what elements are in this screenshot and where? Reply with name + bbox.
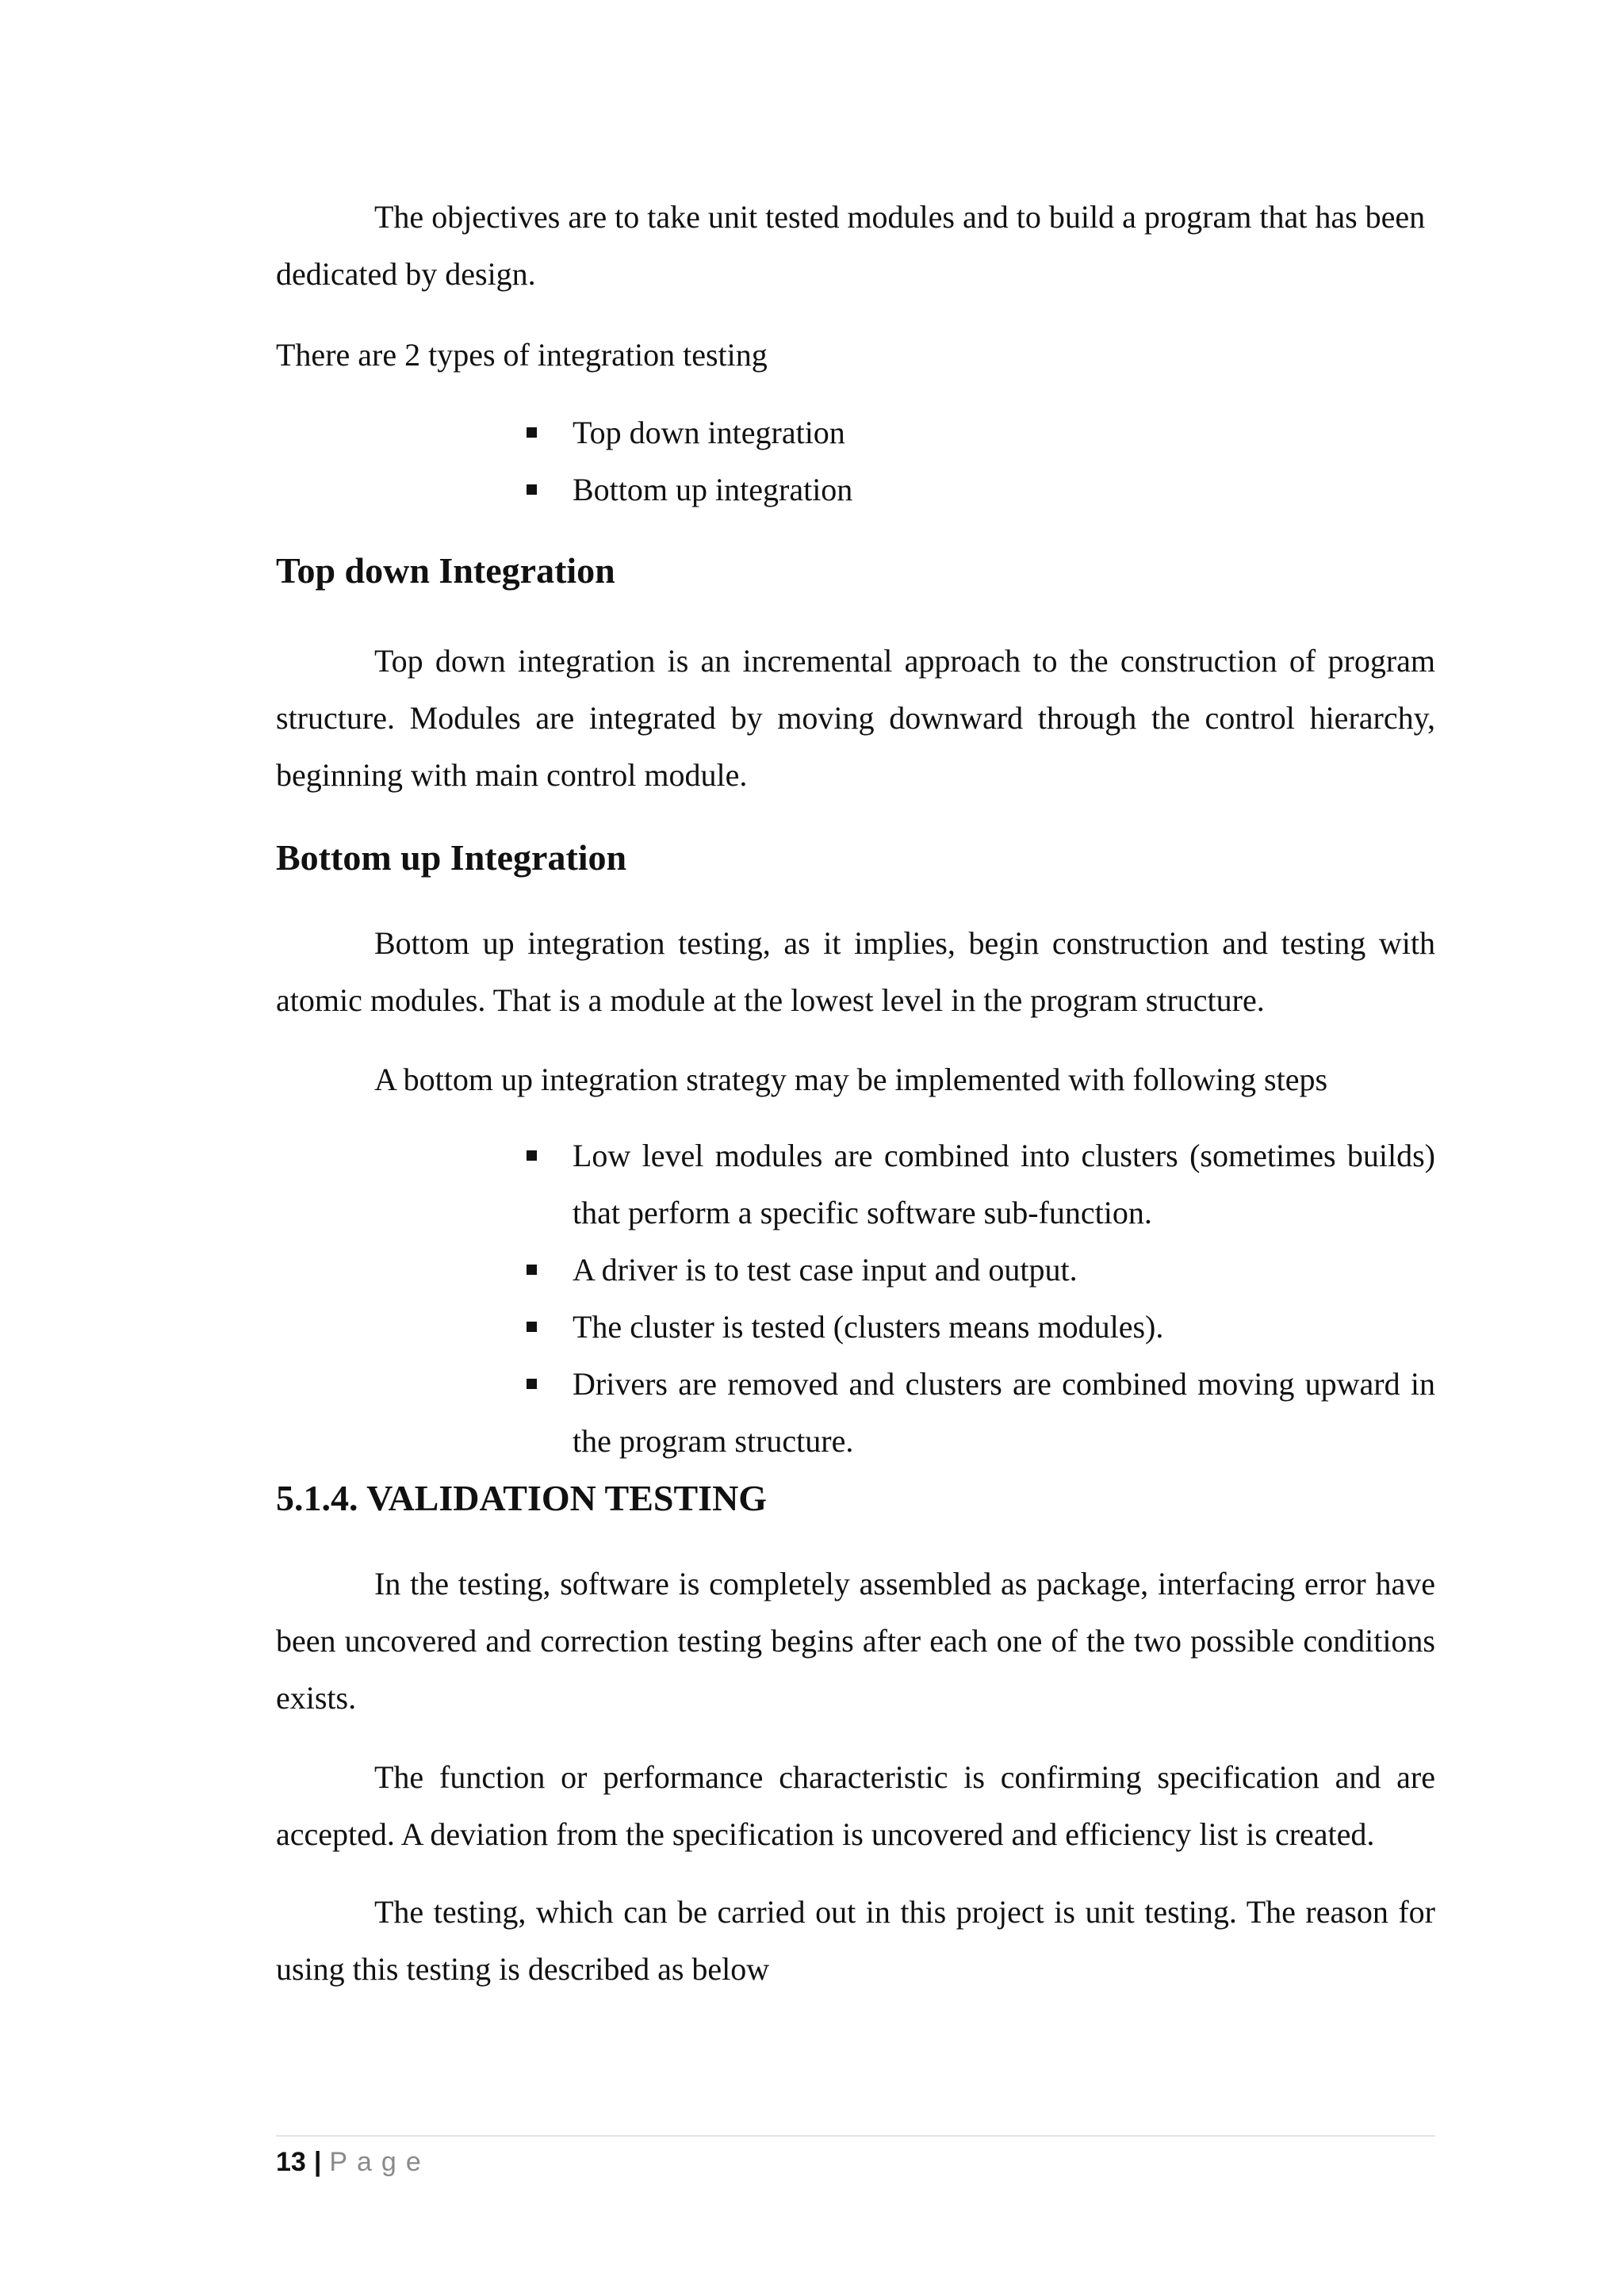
validation-testing-heading: 5.1.4. VALIDATION TESTING xyxy=(276,1478,768,1518)
list-item xyxy=(276,1299,1435,1356)
validation-paragraph-2: The function or performance characteristic is confirming specification and are accepted. A deviation from the specification is uncovered and efficiency list is created. xyxy=(276,1759,1435,1852)
list-item-text: Drivers are removed and clusters are combined moving upward in the program structure. xyxy=(573,1366,1435,1459)
integration-types-paragraph: There are 2 types of integration testing xyxy=(276,337,768,373)
list-item xyxy=(276,1242,1435,1299)
list-item xyxy=(276,1356,1435,1470)
list-item-text: Bottom up integration xyxy=(573,472,853,507)
page-footer xyxy=(276,2145,431,2179)
bottom-up-steps-list xyxy=(276,1127,1435,1470)
list-item xyxy=(276,1127,1435,1242)
validation-paragraph-1: In the testing, software is completely assembled as package, interfacing error have been uncovered and correction testing begins after each one of the two possible conditions exists. xyxy=(276,1566,1435,1716)
bullet-square-icon xyxy=(527,484,537,495)
top-down-heading: Top down Integration xyxy=(276,550,615,591)
list-item-text: Low level modules are combined into clusters (sometimes builds) that perform a specific software sub-function. xyxy=(573,1138,1435,1230)
list-item-text: Top down integration xyxy=(573,415,845,450)
bullet-square-icon xyxy=(527,427,537,438)
validation-paragraph-3: The testing, which can be carried out in this project is unit testing. The reason for using this testing is described as below xyxy=(276,1894,1435,1987)
footer-divider xyxy=(276,2135,1435,2137)
intro-paragraph: The objectives are to take unit tested modules and to build a program that has been dedicated by design. xyxy=(276,199,1426,292)
bullet-square-icon xyxy=(527,1322,537,1332)
list-item xyxy=(276,404,1435,461)
document-page xyxy=(276,0,1435,2296)
top-down-paragraph: Top down integration is an incremental approach to the construction of program structure. Modules are integrated by moving downward through the control hierarchy, beginning with main control module. xyxy=(276,643,1435,793)
bullet-square-icon xyxy=(527,1150,537,1161)
footer-separator: | xyxy=(313,2147,322,2177)
bullet-square-icon xyxy=(527,1265,537,1275)
integration-types-list xyxy=(276,404,1435,519)
list-item xyxy=(276,461,1435,519)
bottom-up-heading: Bottom up Integration xyxy=(276,837,627,878)
list-item-text: A driver is to test case input and output. xyxy=(573,1252,1078,1288)
bottom-up-steps-intro: A bottom up integration strategy may be implemented with following steps xyxy=(374,1062,1328,1097)
list-item-text: The cluster is tested (clusters means modules). xyxy=(573,1309,1164,1345)
page-label: Page xyxy=(329,2147,431,2177)
page-number: 13 xyxy=(276,2147,306,2177)
bottom-up-paragraph: Bottom up integration testing, as it implies, begin construction and testing with atomic modules. That is a module at the lowest level in the program structure. xyxy=(276,925,1435,1018)
bullet-square-icon xyxy=(527,1379,537,1389)
